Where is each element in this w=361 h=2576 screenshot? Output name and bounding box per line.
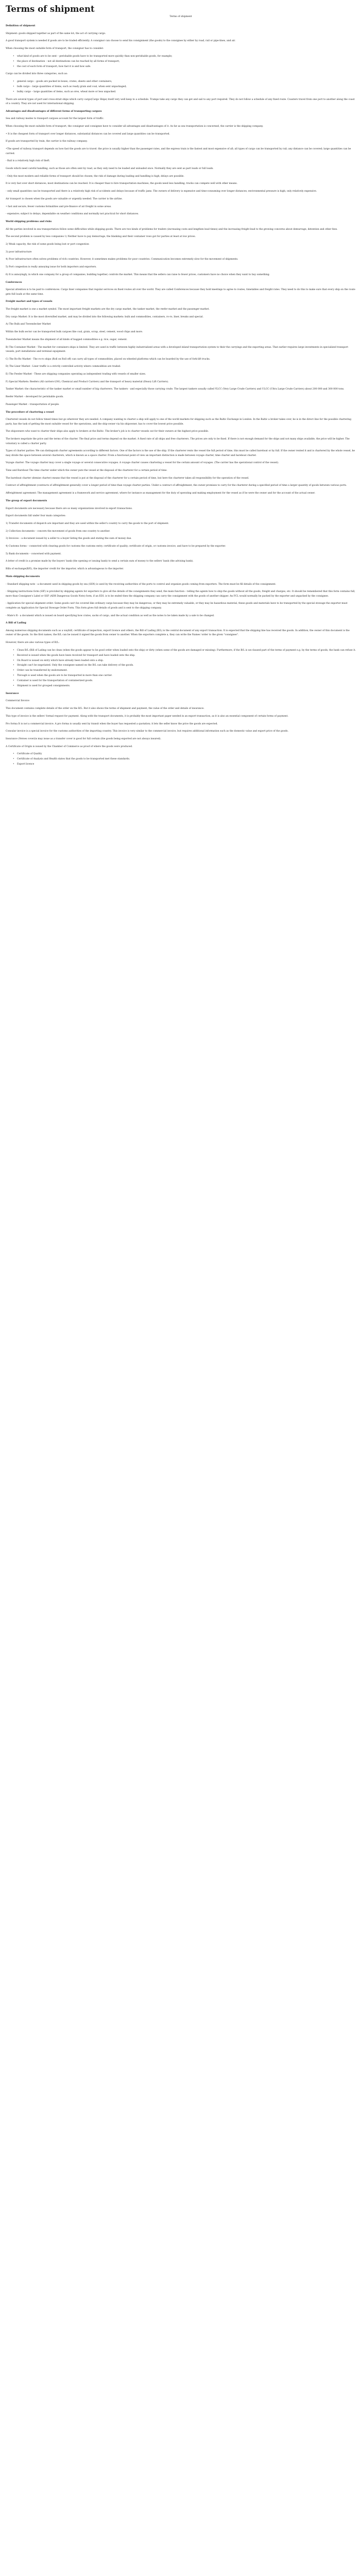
paragraph: Export documents fall under four main categories: xyxy=(6,515,66,518)
paragraph: 4) Customs forms – connected with clearing goods for customs the customs entry, certificate of quality, certificate of origin, or customs invoice, and have to be prepared by the exporter. xyxy=(6,545,226,548)
document-body xyxy=(6,24,356,767)
paragraph: - Shipping instructions form (SIF) is provided by shipping agents for exporters to give all the details of the consignments they send, the main function – telling the agents how to ship the goods without all the goods, freight and charges, etc. It should be remembered that this form contains full, more than Consignee's Label or SSF (ADR Dangerous Goods Note) form, if an EDI. is to be ended then the shipping company can carry the consignment with the goods of another shipper. An FCL would normally be packed by the exporter and unpacked by the consignee. xyxy=(6,590,355,598)
paragraph: Chartered vessels do not follow timed times but go wherever they are needed. A company wanting to charter a ship will apply to one of the world markets for shipping such as the Baltic Exchange in London. In the Baltic a broker takes over, he is in the direct line for the possible chartering party, has the task of getting the most suitable vessel for the operations, and the ship-owner via his shipowner, has to cover the lowest price possible. xyxy=(6,418,351,426)
list-item xyxy=(13,762,356,767)
list-item-text: Container is used for the transportation of containerized goods. xyxy=(17,680,93,683)
section-heading: Main shipping documents xyxy=(6,575,40,578)
section-heading: Definition of shipment xyxy=(6,25,36,27)
paragraph: Special attention is to be paid to conferences. Cargo liner companies that regular services on fixed routes all over the world. They are called Conferences because they hold meetings to agree to routes, timetables and freight rates. They need to do this to make sure that every ship on the route gets full loads at the same time. xyxy=(6,289,355,296)
paragraph: Affreightment agreement: The management agreement is a framework and service agreement, where for instance as management for the duty of operating and making employment for the vessel as if he were the owner and for the account of the actual owner. xyxy=(6,492,316,495)
section-heading: Conferences xyxy=(6,281,22,284)
list-item xyxy=(13,654,356,658)
list-item-text: Straight can't be negotiated. Only the consignee named on the B/L can take delivery of the goods. xyxy=(17,664,134,667)
list-item-text: bulky cargo – large quantities of items, such as ores, wheat more or less unpacked. xyxy=(17,90,116,93)
paragraph: 3) Invoices – a document issued by a seller to a buyer listing the goods and stating the sum of money due. xyxy=(6,537,132,540)
paragraph: Passenger Market – transportation of people. xyxy=(6,403,60,406)
list-item-text: Clean B/L (Bill of Lading can be clean (when the goods appear to be good order when loaded onto the ship) or dirty (when some of the goods are damaged or missing). Furthermore, if the B/L is un-claused part of the terms of payment e.g. by the terms of goods, the bank can refuse it. xyxy=(17,649,356,652)
paragraph: Cargo can be divided into three categories, such as: xyxy=(6,73,68,76)
list-item-text: Order can be transferred by endorsement. xyxy=(17,669,68,672)
paragraph: Dry cargo Market: It is the most diversified market, and may be divided into the following markets: bulk and commodities, containers, ro-ro, liner, breaks and special. xyxy=(6,315,204,318)
paragraph: The brokers negotiate the price and the terms of the charter. The final price and terms depend on the market. A fixed rate of all ships and free charterers. The prices are only to be fixed. If there is not enough demand for the ships and not many ships available, the price will be higher. The voluntary is called a charter party. xyxy=(6,438,350,445)
list-item-text: Through is used when the goods are to be transported in more than one carrier. xyxy=(17,674,112,677)
bullet-icon: • xyxy=(13,80,14,83)
paragraph: The bareboat charter (demise charter) means that the vessel is put at the disposal of the charterer for a certain period of time, but here the charterer takes all responsibility for the operation of the vessel. xyxy=(6,477,249,480)
paragraph: A good transport system is needed if goods are to be traded efficiently. A consignor can choose to send his consignment (the goods) to the consignee by either by road, rail or pipe-lines, and air. xyxy=(6,40,236,43)
paragraph: • fast and secure; fewer customs formalities and pre-finance of air freight in some areas. xyxy=(6,205,112,208)
paragraph: It is very fast over short distances, most destinations can be reached. It is cheaper than to hire transportation machines; the goods need less handling; trucks can compete well with other means. xyxy=(6,182,238,185)
paragraph: The freight market is one a market symbol. The most important freight markets are the dry cargo market, the tanker market, the reefer market and the passenger market. xyxy=(6,308,210,311)
list-item-text: what kind of goods are to be sent – perishable goods have to be transported more quickly than non-perishable goods, for example; xyxy=(17,55,173,58)
paragraph: When choosing the most suitable form of transport, the consignor has to consider: xyxy=(6,47,104,50)
list-item-text: the cost of each form of transport; how fast it is and how safe. xyxy=(17,65,91,68)
list-item xyxy=(13,679,356,683)
bullet-icon: • xyxy=(13,685,14,688)
paragraph: There are several types of port and cross-strait ships which carry cargo(Cargo Ships) itself very well keep to a schedule. Tramps take any cargo they can get and sail to any port required. They do not follow a schedule of any fixed route. Coasters travel from one port to another along the coast of a country. They are not used for international shipping. xyxy=(6,98,355,105)
list-item xyxy=(13,752,356,756)
paragraph: - Rail is a relatively high risk of theft. xyxy=(6,160,50,163)
paragraph: When choosing the most suitable form of transport, the consignor and consignee have to consider all advantages and disadvantages of it. As far as sea transportation is concerned, the carrier is the shipping company. xyxy=(6,125,264,128)
paragraph: 4) Poor infrastructure often solves problems of rich countries. However, it sometimes makes problems for poor countries. Communication becomes extremely slow for the movement of shipments. xyxy=(6,258,238,261)
paragraph: The second problem is caused by less companies 1) Neither have to pay demurrage, the blanking and their container rows got for parties at least at low prices. xyxy=(6,235,196,239)
paragraph: 5) Port congestion is really annoying issue for both importers and exporters. xyxy=(6,266,97,269)
bullet-list xyxy=(6,649,356,689)
bullet-list xyxy=(6,55,356,69)
list-item xyxy=(13,659,356,663)
paragraph: - expensive; subject to delays, dependable on weather conditions and normally not practical for short distances. xyxy=(6,213,139,216)
paragraph: • It is the cheapest form of transport over longer distances, substantial distances can be covered and large quantities can be transported. xyxy=(6,132,170,135)
section-heading: The group of export documents xyxy=(6,499,47,502)
paragraph: C) The Ro-Ro Market - The ro-ro ships (Roll on Roll off) can carry all types of commodities, placed on wheeled platforms which can be boarded by the use of fork-lift trucks. xyxy=(6,358,211,361)
page-title: Terms of shipment xyxy=(6,4,95,14)
bullet-icon: • xyxy=(13,669,14,672)
list-item-text: Received is issued when the goods have been received for transport and have loaded onto the ship. xyxy=(17,654,135,657)
bullet-icon: • xyxy=(13,85,14,88)
document-subtitle: Terms of shipment xyxy=(169,15,192,18)
list-item-text: On Board is issued on entry which have already been loaded onto a ship. xyxy=(17,659,104,662)
list-item xyxy=(13,757,356,761)
list-item-text: Export licence xyxy=(17,763,35,766)
list-item-text: general cargo – goods are packed in boxes, crates, sheets and other containers; xyxy=(17,80,112,83)
section-heading: The procedure of chartering a vessel xyxy=(6,411,54,414)
paragraph: Among numerous shipping documents such as a waybill, certificate of inspection, export licence and others, the Bill of Lading (B/L) is the central document of any export transaction. It is expected that the shipping line has received the goods. In addition, the owner of this document is the owner of the goods. So the first names, the B/L can be issued it signed the goods from owner to another. When the exporters complete a, they can write the Names 'order to the given "consignee". xyxy=(6,629,350,637)
bullet-icon: • xyxy=(13,55,14,58)
paragraph: E) The Feeder Market - These are shipping companies operating as independent trading with vessels of smaller sizes. xyxy=(6,373,146,376)
section-heading: A Bill of Lading xyxy=(6,622,26,625)
paragraph: Goods which need careful handling, such as those are often sent by road, as they only need to be loaded and unloaded once. Normally they are sent as part loads or full loads. xyxy=(6,167,214,170)
paragraph: 6) It is annoyingly, in which one company for a group of companies, building together, controls the market. This means that the sellers can raise to fewer prices, customers have no choice when they want to buy something. xyxy=(6,273,270,276)
bullet-icon: • xyxy=(13,90,14,93)
bullet-icon: • xyxy=(13,758,14,761)
paragraph: This type of invoice is the sellers' formal request for payment. Along with the transport documents, it is probably the most important paper needed in an export transaction, as it is also an essential component of certain forms of payment. xyxy=(6,715,288,718)
paragraph: - Mate's R - a document which is issued on board specifying how crates, sacks of cargo, and the actual condition as well as the notes to be taken made by a sale to be changed. xyxy=(6,614,215,617)
bullet-icon: • xyxy=(13,664,14,667)
paragraph: Within the bulk sector can be transported bulk cargoes like coal, grain, scrap, steel, cement, wood chips and more. xyxy=(6,331,143,334)
list-item-text: the place of destination – not all destinations can be reached by all forms of transport; xyxy=(17,60,120,63)
paragraph: A letter of credit is a promise made by the buyers' bank (the opening or issuing bank) to send a certain sum of money to the sellers' bank (the advising bank). xyxy=(6,560,194,563)
list-item xyxy=(13,65,356,69)
section-heading: Insurance xyxy=(6,692,19,695)
bullet-icon: • xyxy=(13,753,14,756)
paragraph: Time and Bareboat The time charter under which the owner puts the vessel at the disposal of the charterer for a certain period of time. xyxy=(6,469,167,472)
list-item xyxy=(13,684,356,688)
list-item xyxy=(13,674,356,678)
list-item-text: Certificate of Quality xyxy=(17,753,42,756)
bullet-icon: • xyxy=(13,680,14,683)
bullet-icon: • xyxy=(13,649,14,652)
paragraph: Sea and railway modes to transport cargoes account for the largest form of traffic. xyxy=(6,117,105,121)
list-item-text: Certificate of Analysis and Health states that the goods to be transported met these standards. xyxy=(17,758,130,761)
list-item xyxy=(13,60,356,64)
list-item-text: Shipment is used for grouped consignments. xyxy=(17,685,71,688)
paragraph: F) Special Markets: Reefers (All carriers-LNG, Chemical and Product Carriers) and the transport of heavy material (Heavy Lift Carriers). xyxy=(6,380,169,383)
paragraph: - Only the most modern and reliable forms of transport should be chosen; the risk of damage during loading and handling is high; delays are possible. xyxy=(6,175,184,178)
paragraph: A Certificate of Origin is issued by the Chamber of Commerce as proof of where the goods were produced. xyxy=(6,745,133,748)
list-item xyxy=(13,664,356,668)
list-item xyxy=(13,649,356,653)
paragraph: - only small quantities can be transported and there is a relatively high risk of accidents and delays because of traffic jams. The owners of delivery is expensive and time-consuming over longer distances; environmental pressure is high; only relatively expensive. xyxy=(6,190,317,193)
list-item xyxy=(13,669,356,673)
paragraph: A) The Bulk and Tweendecker Market xyxy=(6,323,51,326)
paragraph: Tanker Market: the characteristic of the tanker market or small number of big charterers. The tankers - and especially those carrying crude. The largest tankers usually called VLCC (Very Large Crude Carriers) and ULCC (Ultra Large Crude Carriers) about 200 000 and 300 000 tons. xyxy=(6,388,345,391)
paragraph: Types of charter parties: We can distinguish charter agreements according to different factors. One of the factors is the use of the ship. If the charterer rents the vessel the full period of time, this must be called bareboat or by full. If the owner rented it and is chartered by the whole vessel, he may divide the space between several charterers, which is known as a space charter. From a functional point of view an important distinction is made between voyage charter, time charter and bareboat charter. xyxy=(6,450,355,457)
paragraph: Shipment: goods shipped together as part of the same lot; the act of carrying cargo. xyxy=(6,32,106,35)
paragraph: If goods are transported by train, the carrier is the railway company. xyxy=(6,140,88,143)
paragraph: 3) poor infrastructure xyxy=(6,250,32,253)
bullet-list xyxy=(6,752,356,767)
section-heading: World shipping problems and risks xyxy=(6,220,52,223)
bullet-icon: • xyxy=(13,60,14,63)
paragraph: 5) Bank documents – concerned with payment. xyxy=(6,552,62,555)
list-item xyxy=(13,80,356,84)
paragraph: Reefer Market – developed for perishable goods. xyxy=(6,396,64,399)
paragraph: This document contains complete details of the order on the B/L. But it also shows the terms of shipment and payment, the value of the order and details of insurance. xyxy=(6,707,204,710)
paragraph: Export documents are necessary because there are so many organizations involved in export transactions. xyxy=(6,507,133,510)
paragraph: - Standard shipping note - a document used in shipping goods by sea (SSN) is used by the receiving authorities of the ports to control and organize goods coming from exporters. The form must be fill details of the consignment. xyxy=(6,583,277,586)
paragraph: Air transport is chosen when the goods are valuable or urgently needed. The carrier is the airline. xyxy=(6,197,123,200)
paragraph: 2) Collection documents – concern the movement of goods from one country to another. xyxy=(6,530,110,533)
paragraph: D) The Liner Market - Liner traffic is a strictly controlled activity where commodities are traded. xyxy=(6,365,121,368)
bullet-icon: • xyxy=(13,659,14,662)
paragraph: Tweendecker Market means the shipment of all kinds of bagged commodities e.g. rice, sugar, cement. xyxy=(6,338,128,341)
list-item-text: bulk cargo – large quantities of items, such as ready grain and coal, when sent unpackaged; xyxy=(17,85,127,88)
paragraph: Bills of exchange(B/E), the importer credit for the importer, which is advantageous to the importer. xyxy=(6,568,124,571)
paragraph: 2) Weak capacity, the risk of some goods being lost or port congestion xyxy=(6,243,89,246)
bullet-icon: • xyxy=(13,65,14,68)
list-item xyxy=(13,90,356,94)
section-heading: Advantages and disadvantages of different forms of transporting cargoes xyxy=(6,110,102,113)
paragraph: Consular invoice is a special invoice for the customs authorities of the importing country. This invoice is very similar to the commercial invoice, but requires additional information such as the domestic value and export price of the goods. xyxy=(6,730,289,733)
bullet-icon: • xyxy=(13,654,14,657)
paragraph: 1) Transfer documents of dispatch are important and they are used within the seller's country to carry the goods to the port of shipment. xyxy=(6,522,169,525)
paragraph: However, there are also various types of B/L: xyxy=(6,641,59,645)
paragraph: Insurance (Verses cover)is may issue as a transfer cover is good for full certain (the goods being exported are not always insured). xyxy=(6,737,162,740)
paragraph: The shipowners who want to charter their ships also apply to brokers at the Baltic. The broker's job is to charter vessels out for their owners at the highest price possible. xyxy=(6,430,209,433)
bullet-list xyxy=(6,80,356,94)
paragraph: Commercial Invoice xyxy=(6,700,30,703)
paragraph: B) The Container Market - The market for containers ships is limited. They are used in traffic between highly industrialized areas with a developed inland transportation system to their the carryings and the exporting areas. That earlier requires large investments in specialized transport vessels, port installations and terminal equipment. xyxy=(6,346,349,353)
bullet-icon: • xyxy=(13,763,14,766)
list-item xyxy=(13,85,356,89)
section-heading: Freight market and types of vessels xyxy=(6,300,53,303)
paragraph: Contract of affreightment (contracts of affreightment generally cover a longer period of time than voyage charter parties. Under a contract of affreightment, the owner promises to carry for the charterer during a specified period of time a larger quantity of goods between various ports. xyxy=(6,484,347,487)
paragraph: All the parties involved in sea transportation follow some difficulties while shipping goods. There are two kinds of problems for traders (increasing costs and lengthen lead times) and the increasing freight lead to the growing concerns about demurrage, detention and other fees. xyxy=(6,228,338,231)
paragraph: - Application for special shipment order: Some goods can't be covered like ordinary cargo because they may be dangerous, or they may be extremely valuable, or they may be hazardous material, these goods and materials have to be transported by the special stowage the exporter must complete an Application for Special Stowage Order Form. This form gives full details of goods and is sent to the shipping company. xyxy=(6,602,348,609)
list-item xyxy=(13,55,356,59)
paragraph: Pro forma It is not a commercial invoice. A pro forma is usually sent by transit when the buyer has requested a quotation; it lets the seller know the price the goods are expected. xyxy=(6,722,218,725)
paragraph: •The speed of railway transport depends on how fast the goods are to travel: the price is usually higher than the passenger rates, and the express train is the fastest and most expensive of all; all types of cargo can be transported by rail; any distance can be covered; large quantities can be carried. xyxy=(6,148,351,155)
paragraph: Voyage charter: The voyage charter may cover a single voyage or several consecutive voyages. A voyage charter causes chartering a vessel for the certain amount of voyages. (The carrier has the operational control of the vessel). xyxy=(6,462,279,465)
bullet-icon: • xyxy=(13,674,14,677)
